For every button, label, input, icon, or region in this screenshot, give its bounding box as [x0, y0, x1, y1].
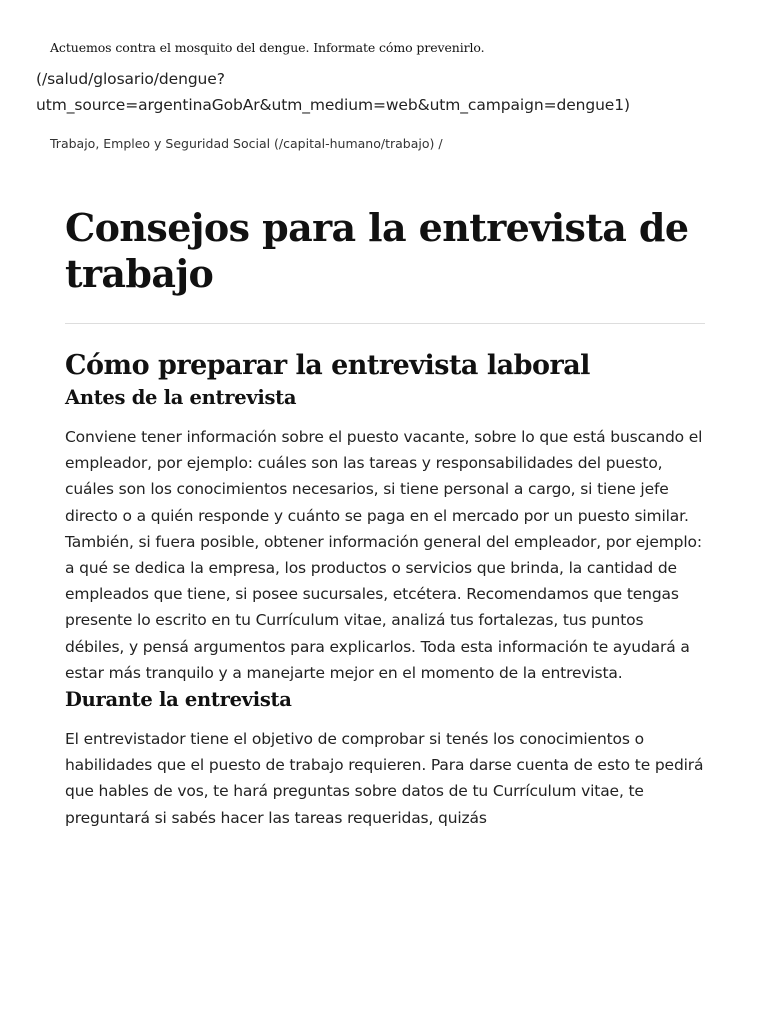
banner-link-url-line-1[interactable]: (/salud/glosario/dengue? [36, 70, 225, 88]
title-divider [65, 323, 705, 324]
page-title: Consejos para la entrevista de trabajo [65, 205, 689, 296]
dengue-banner-text[interactable]: Actuemos contra el mosquito del dengue. Informate cómo prevenirlo. [50, 40, 485, 55]
subsection-title-during: Durante la entrevista [65, 688, 292, 712]
paragraph-during-interview: El entrevistador tiene el objetivo de comprobar si tenés los conocimientos o habilidades que el puesto de trabajo requieren. Para darse cuenta de esto te pedirá que hables de vos, te hará preguntas sobre datos de tu Currículum vitae, te preguntará si sabés hacer las tareas requeridas, quizás [65, 730, 704, 827]
section-title: Cómo preparar la entrevista laboral [65, 350, 590, 381]
paragraph-before-interview: Conviene tener información sobre el puesto vacante, sobre lo que está buscando el empleador, por ejemplo: cuáles son las tareas y responsabilidades del puesto, cuáles son los conocimientos necesarios, si tiene personal a cargo, si tiene jefe directo o a quién responde y cuánto se paga en el mercado por un puesto similar. También, si fuera posible, obtener información general del empleador, por ejemplo: a qué se dedica la empresa, los productos o servicios que brinda, la cantidad de empleados que tiene, si posee sucursales, etcétera. Recomendamos que tengas presente lo escrito en tu Currículum vitae, analizá tus fortalezas, tus puntos débiles, y pensá argumentos para explicarlos. Toda esta información te ayudará a estar más tranquilo y a manejarte mejor en el momento de la entrevista. [65, 428, 703, 682]
banner-link-url-line-2[interactable]: utm_source=argentinaGobAr&utm_medium=web&utm_campaign=dengue1) [36, 96, 630, 114]
article-content [65, 205, 705, 831]
breadcrumb[interactable]: Trabajo, Empleo y Seguridad Social (/capital-humano/trabajo) / [50, 136, 443, 151]
subsection-title-before: Antes de la entrevista [65, 386, 297, 409]
